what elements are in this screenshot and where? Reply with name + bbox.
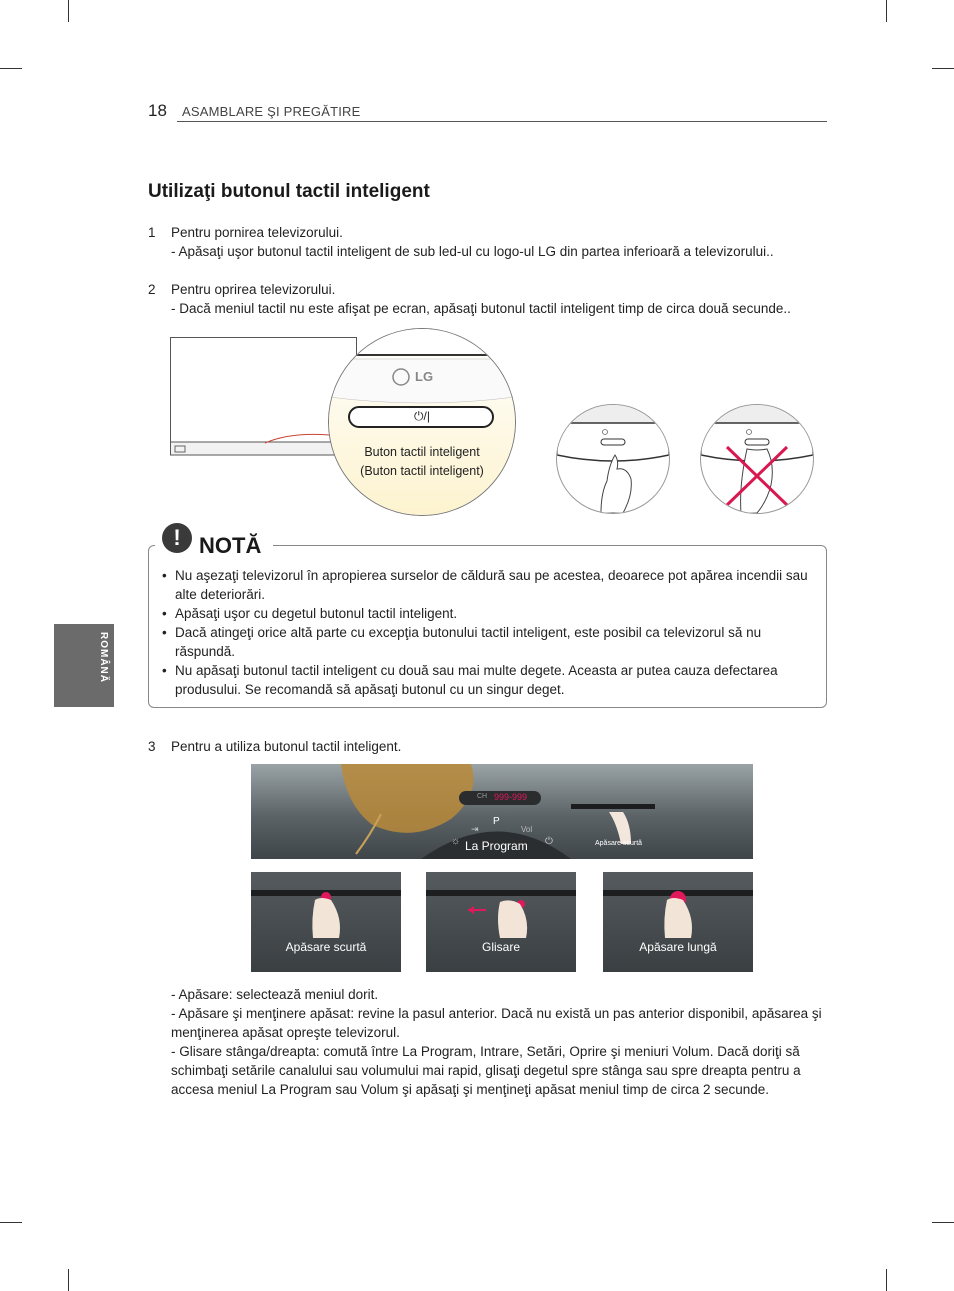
incorrect-touch-illustration — [700, 404, 814, 514]
section-title: ASAMBLARE ŞI PREGĂTIRE — [182, 104, 361, 119]
crop-mark — [886, 1269, 887, 1291]
button-caption: Buton tactil inteligent — [364, 445, 480, 459]
crop-mark — [886, 0, 887, 22]
page-number: 18 — [148, 101, 167, 120]
step-title: Pentru pornirea televizorului. — [171, 225, 343, 240]
program-p-label: P — [493, 816, 500, 827]
explanation-press: - Apăsare: selectează meniul dorit. — [171, 987, 379, 1002]
note-item: • Nu aşezaţi televizorul în apropierea surselor de căldură sau pe acestea, deoarece pot apărea incendii sau alte deteriorări. — [162, 566, 817, 604]
channel-prefix: CH — [477, 793, 488, 800]
button-caption: (Buton tactil inteligent) — [360, 464, 484, 478]
language-tab — [54, 624, 114, 707]
crop-mark — [0, 1222, 22, 1223]
language-tab-label: ROMÂNĂ — [98, 632, 109, 683]
lg-logo: LG — [415, 369, 434, 384]
crop-mark — [932, 68, 954, 69]
gesture-label: Glisare — [481, 940, 520, 954]
note-list — [162, 566, 817, 699]
power-button-symbol: ⏻/| — [414, 409, 430, 423]
page-title: Utilizaţi butonul tactil inteligent — [148, 181, 430, 202]
crop-mark — [68, 0, 69, 22]
power-icon: ⏻ — [545, 836, 553, 847]
channel-number: 999-999 — [494, 792, 528, 802]
volume-label: Vol — [521, 825, 533, 834]
note-item: • Apăsaţi uşor cu degetul butonul tactil inteligent. — [162, 604, 817, 623]
explanation-swipe: - Glisare stânga/dreapta: comută între La Program, Intrare, Setări, Oprire şi meniuri Volum. Dacă doriţi să schimbaţi setările canalului sau volumului mai rapid, glisaţi degetul spre stânga sau spre dreapta pentru a accesa meniul La Program sau Volum şi apăsaţi şi menţineţi apăsat meniul timp de circa 2 secunde. — [171, 1044, 801, 1097]
correct-touch-illustration — [556, 404, 670, 514]
explanation-press-hold: - Apăsare şi menţinere apăsat: revine la pasul anterior. Dacă nu există un pas anterior disponibil, apăsarea şi menţinerea apăsat opreşte televizorul. — [171, 1006, 822, 1040]
step-number: 3 — [148, 739, 156, 754]
note-title: NOTĂ — [199, 533, 262, 558]
crop-mark — [932, 1222, 954, 1223]
tv-menu-screenshot — [251, 764, 753, 859]
step-number: 2 — [148, 282, 156, 297]
gesture-panel-long-press — [603, 872, 753, 972]
channel-indicator — [459, 791, 541, 805]
crop-mark — [0, 68, 22, 69]
gesture-label: Apăsare lungă — [639, 940, 717, 954]
gesture-label: Apăsare scurtă — [285, 940, 367, 954]
step-title: Pentru oprirea televizorului. — [171, 282, 336, 297]
crop-mark — [68, 1269, 69, 1291]
step-detail: - Dacă meniul tactil nu este afişat pe ecran, apăsaţi butonul tactil inteligent timp de circa două secunde.. — [171, 301, 791, 316]
gesture-panel-swipe — [426, 872, 576, 972]
zoom-circle — [328, 328, 516, 516]
current-menu-label: La Program — [465, 839, 528, 853]
input-icon: ⇥ — [471, 824, 479, 834]
note-item: • Nu apăsaţi butonul tactil inteligent cu două sau mai multe degete. Aceasta ar putea cauza defectarea produsului. Se recomandă să apăsaţi butonul cu un singur deget. — [162, 661, 817, 699]
exclamation-icon: ! — [162, 523, 192, 553]
note-item: • Dacă atingeţi orice altă parte cu excepţia butonului tactil inteligent, este posibil ca televizorul să nu răspundă. — [162, 623, 817, 661]
gesture-panel-short-press — [251, 872, 401, 972]
step-detail: - Apăsaţi uşor butonul tactil inteligent de sub led-ul cu logo-ul LG din partea inferioară a televizorului.. — [171, 244, 774, 259]
step-title: Pentru a utiliza butonul tactil inteligent. — [171, 739, 402, 754]
settings-icon: ☼ — [451, 836, 461, 847]
header-divider — [177, 121, 827, 122]
short-press-label: Apăsare scurtă — [595, 840, 643, 847]
step-number: 1 — [148, 225, 156, 240]
